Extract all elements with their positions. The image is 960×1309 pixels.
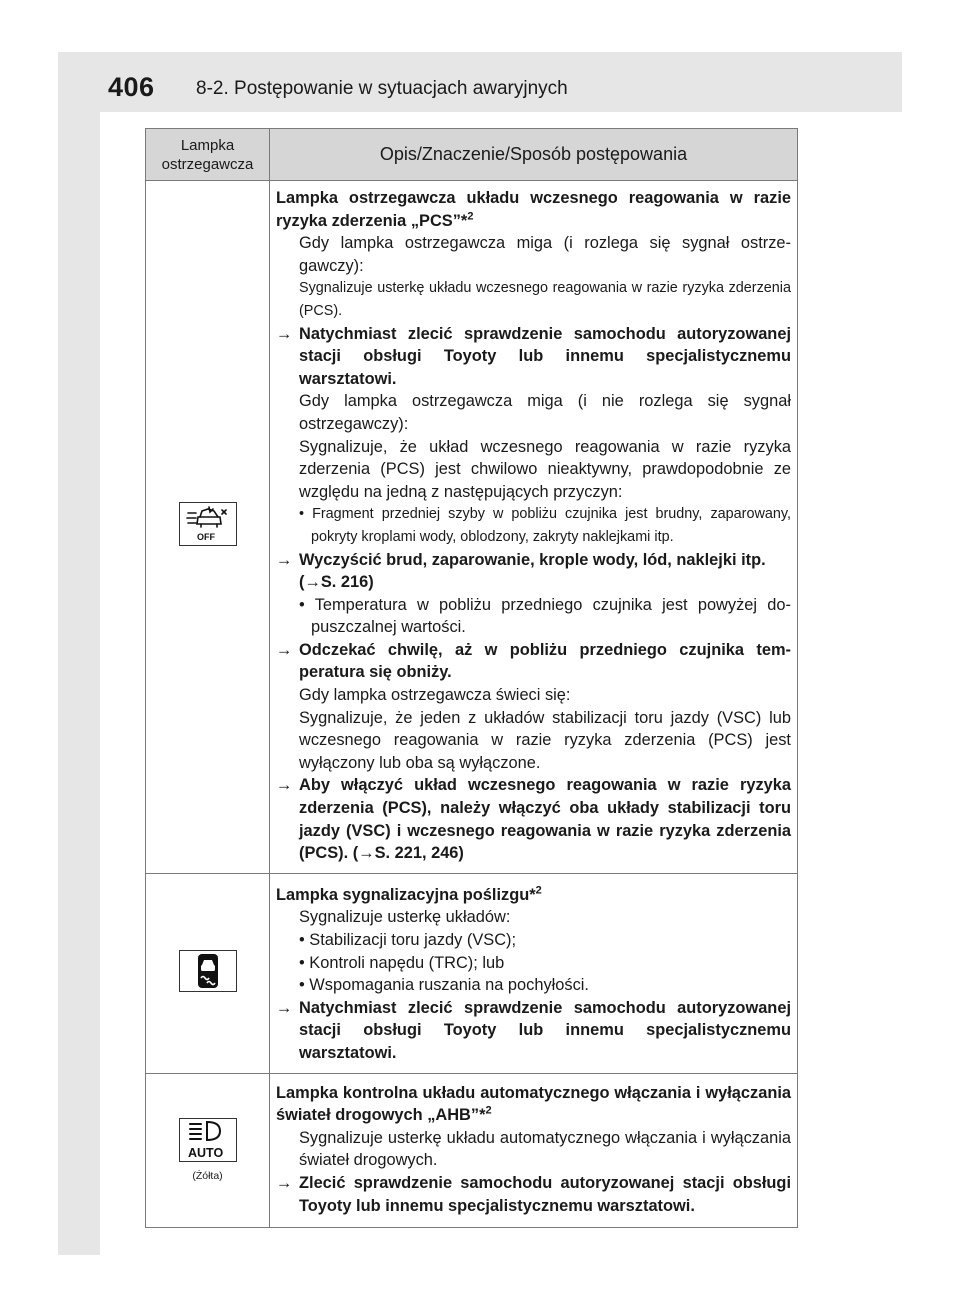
condition-text: Gdy lampka ostrzegawcza świeci się:: [299, 686, 571, 705]
description-cell: [270, 1073, 798, 1228]
condition-text: Gdy lampka ostrzegawcza miga (i nie rozlega się sygnał ostrzegawczy):: [299, 392, 791, 433]
description-cell: [270, 873, 798, 1073]
meaning-text: Sygnalizuje usterkę układów:: [299, 908, 511, 927]
warning-lamp-table: [145, 128, 798, 1228]
icon-cell: [146, 873, 270, 1073]
side-margin-bar: [58, 52, 100, 1255]
chapter-title: 8-2. Postępowanie w sytuacjach awaryjnych: [196, 78, 568, 99]
action-text: → Zlecić sprawdzenie samochodu autoryzowanej stacji obsługi Toyoty lub innemu specjalistycznemu warsztatowi.: [276, 1173, 791, 1215]
action-text: → Natychmiast zlecić sprawdzenie samochodu autoryzowanej stacji obsługi Toyoty lub innemu specjalistycznemu warsztatowi.: [276, 324, 791, 388]
table-row: [146, 873, 798, 1073]
ahb-auto-label: AUTO: [187, 1146, 223, 1161]
table-header-row: [146, 129, 798, 181]
action-text: → Aby włączyć układ wczesnego reagowania w razie ryzyka zderzenia (PCS), należy włączyć oba układy stabilizacji toru jazdy (VSC) i wczesnego reagowania w razie ryzyka zderzenia (PCS). (→S. 221, 246): [276, 776, 791, 863]
list-item: • Stabilizacji toru jazdy (VSC);: [299, 931, 517, 949]
lamp-title: Lampka kontrolna układu automatycznego włączania i wyłączania świateł drogowych „AHB”*$^2$: [276, 1083, 791, 1125]
lamp-title: Lampka sygnalizacyjna poślizgu*$^2$: [276, 884, 542, 904]
header-lamp: Lampka ostrzegawcza: [146, 129, 270, 181]
meaning-text: Sygnalizuje usterkę układu automatycznego włączania i wyłączania świateł drogowych.: [299, 1128, 791, 1170]
meaning-text: Sygnalizuje, że układ wczesnego reagowania w razie ryzyka zderzenia (PCS) jest chwilowo nieaktywny, prawdopodobnie ze względu na jedną z następujących przyczyn:: [299, 437, 791, 501]
meaning-text: Sygnalizuje usterkę układu wczesnego reagowania w razie ryzyka zderzenia (PCS).: [299, 280, 791, 319]
list-item: • Kontroli napędu (TRC); lub: [299, 953, 505, 972]
ahb-auto-icon: [179, 1118, 237, 1162]
icon-cell: [146, 181, 270, 874]
list-item: • Fragment przedniej szyby w pobliżu czujnika jest brudny, zaparowany, pokryty kroplami wody, oblodzony, zakryty naklejkami itp.: [299, 506, 791, 545]
icon-cell: [146, 1073, 270, 1228]
header-description: Opis/Znaczenie/Sposób postępowania: [270, 129, 798, 181]
pcs-off-icon: [179, 502, 237, 546]
description-cell: [270, 181, 798, 874]
skid-indicator-icon: [179, 950, 237, 992]
icon-caption: (Żółta): [192, 1170, 223, 1183]
action-text: → Odczekać chwilę, aż w pobliżu przedniego czujnika temperatura się obniży.: [276, 640, 791, 682]
condition-text: Gdy lampka ostrzegawcza miga (i rozlega się sygnał ostrzegawczy):: [299, 234, 791, 275]
table-row: [146, 181, 798, 874]
action-text: → Wyczyścić brud, zaparowanie, krople wody, lód, naklejki itp. (→S. 216): [276, 550, 766, 592]
page-number: 406: [108, 72, 155, 102]
page-reference: S. 216): [320, 573, 374, 592]
page-reference: S. 221, 246): [374, 844, 464, 863]
list-item: • Temperatura w pobliżu przedniego czujnika jest powyżej dopuszczalnej wartości.: [299, 595, 791, 637]
pcs-off-label: OFF: [196, 532, 215, 543]
meaning-text: Sygnalizuje, że jeden z układów stabilizacji toru jazdy (VSC) lub wczesnego reagowania w razie ryzyka zderzenia (PCS) jest wyłączony lub oba są wyłączone.: [299, 708, 791, 772]
lamp-title: Lampka ostrzegawcza układu wczesnego reagowania w razie ryzyka zderzenia „PCS”*$^2$: [276, 189, 791, 230]
table-row: [146, 1073, 798, 1228]
action-text: → Natychmiast zlecić sprawdzenie samochodu autoryzowanej stacji obsługi Toyoty lub innemu specjalistycznemu warsztatowi.: [276, 998, 791, 1062]
list-item: • Wspomagania ruszania na pochyłości.: [299, 976, 589, 995]
